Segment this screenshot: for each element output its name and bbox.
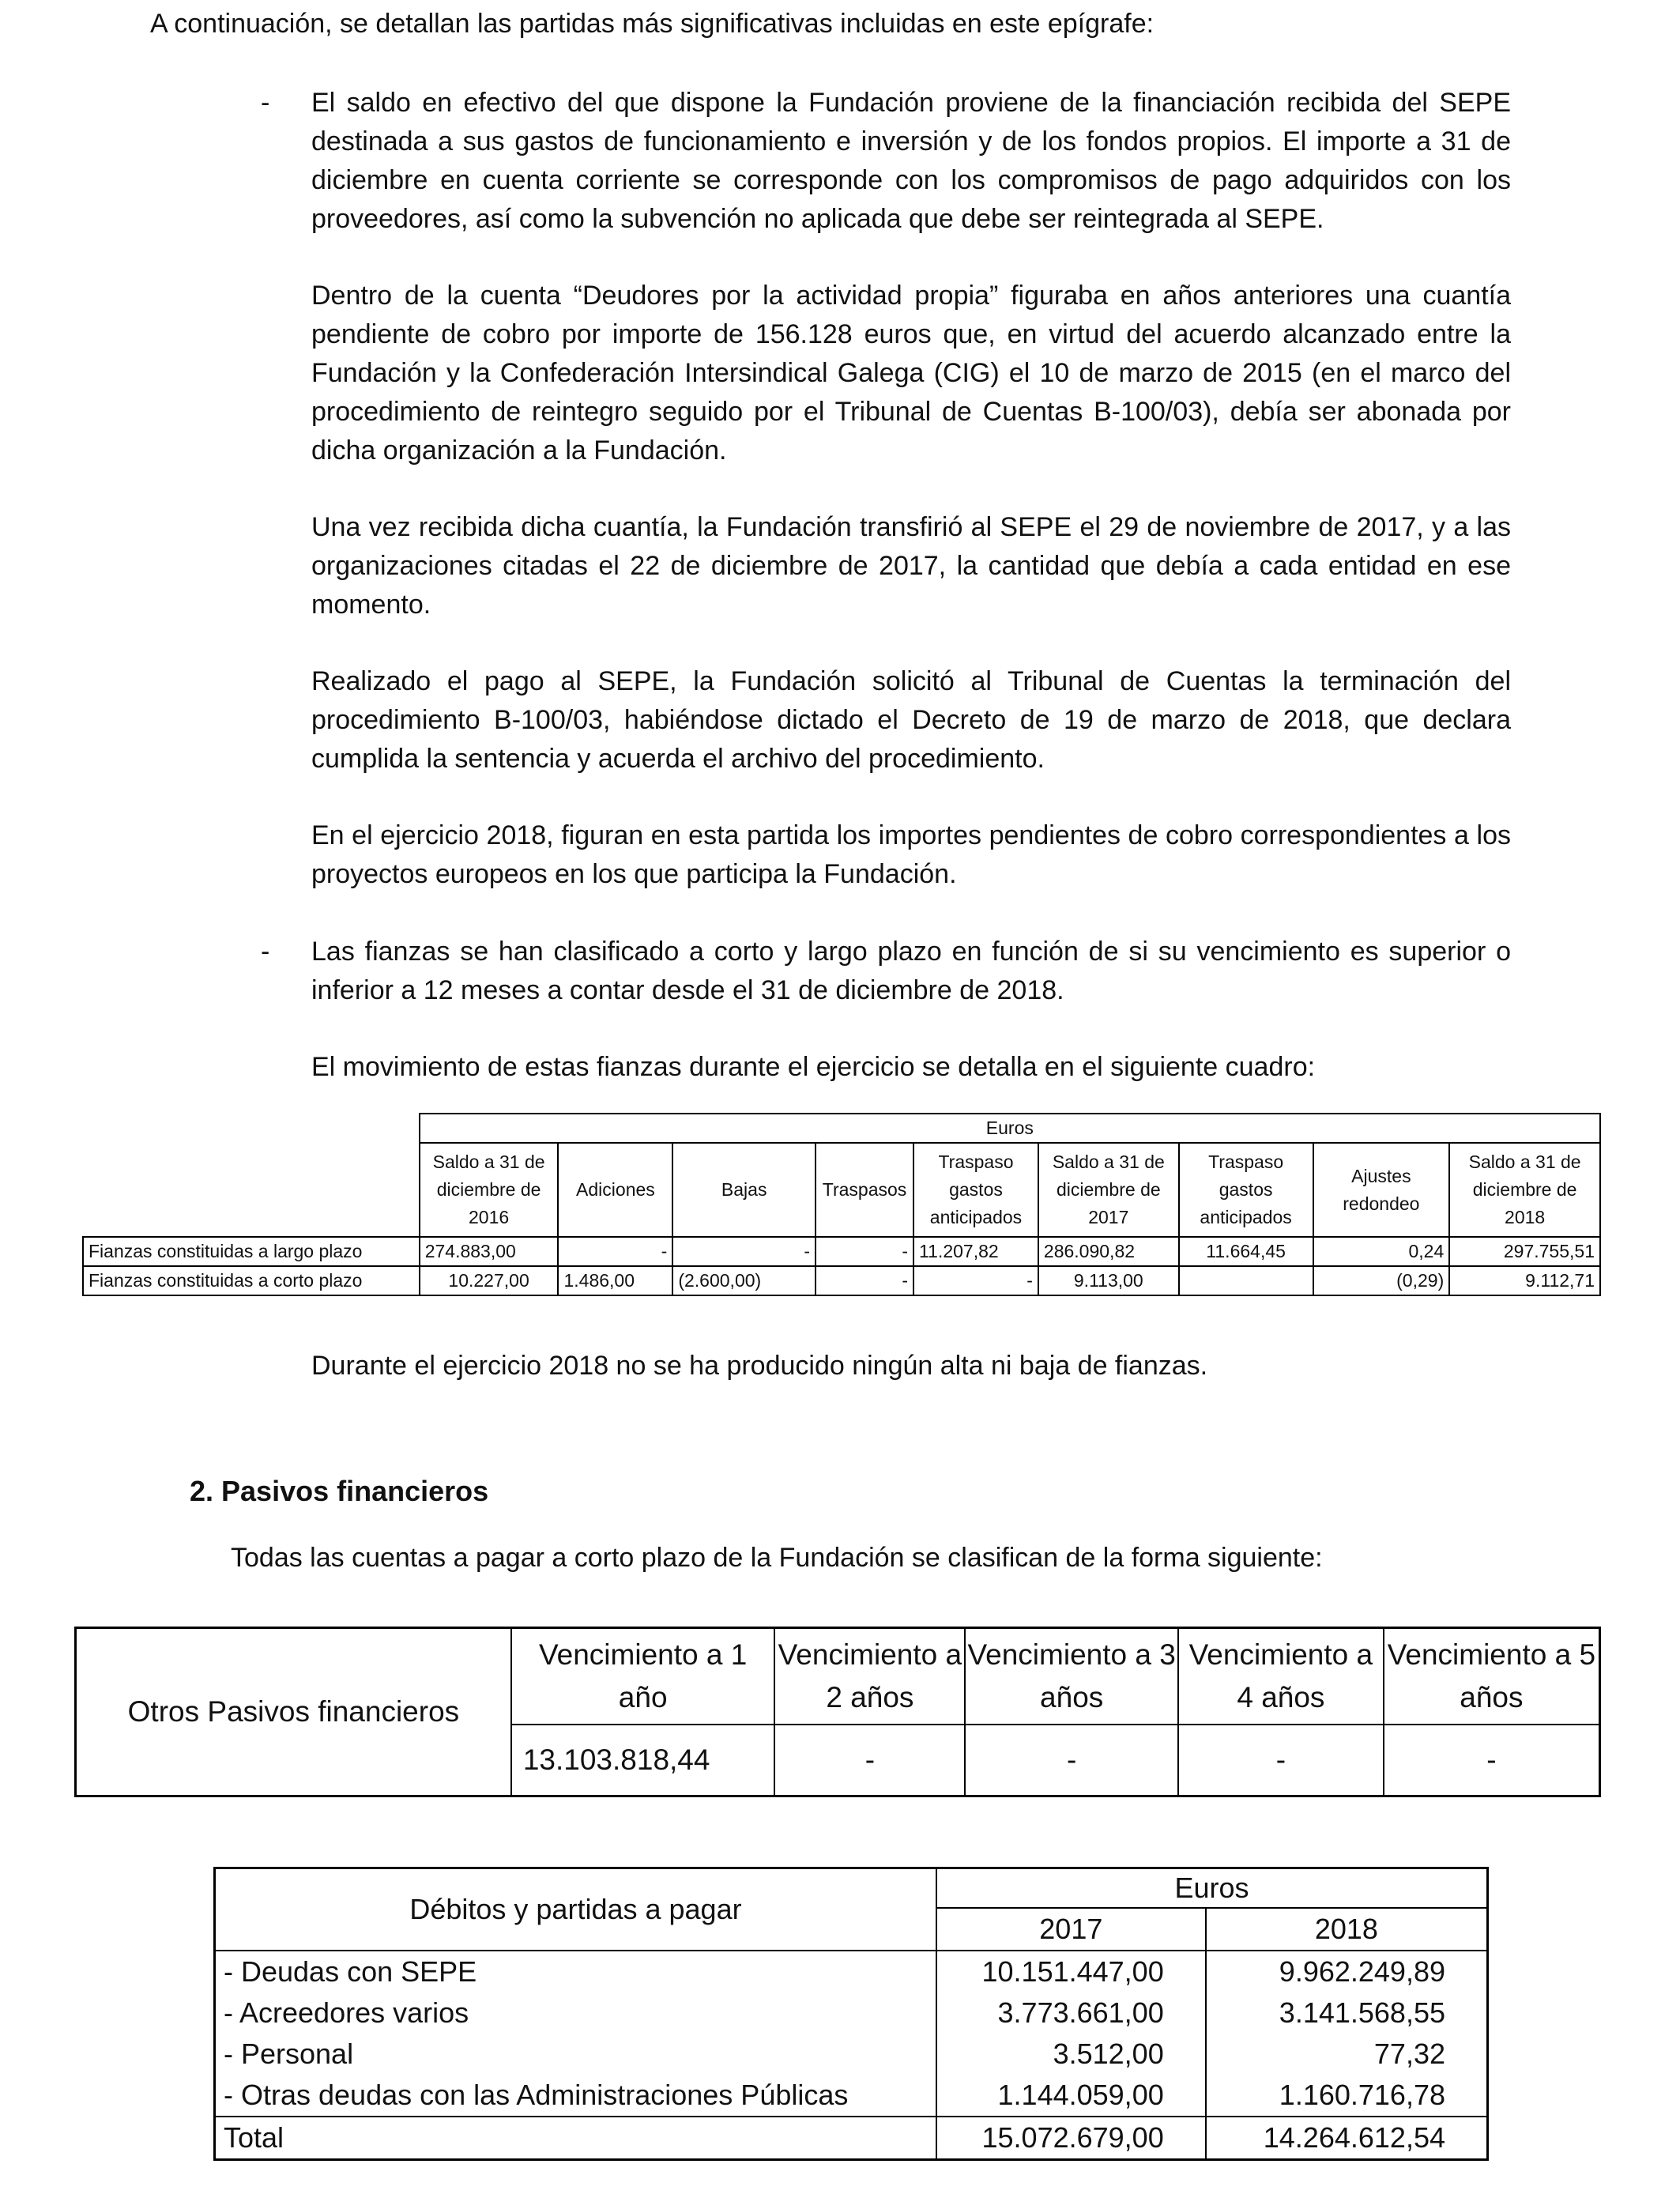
paragraph-fianzas: Las fianzas se han clasificado a corto y largo plazo en función de si su vencimiento es superior o inferior a 12 meses a contar desde el 31 de diciembre de 2018.: [311, 937, 1511, 1005]
paragraph-transferencia: Una vez recibida dicha cuantía, la Fundación transfirió al SEPE el 29 de noviembre de 2017, y a las organizaciones citadas el 22 de diciembre de 2017, la cantidad que debía a cada entidad en ese momento.: [311, 512, 1511, 620]
table-cell: -: [1178, 1725, 1384, 1796]
vencimientos-table: [74, 1627, 1601, 1797]
table-title: Débitos y partidas a pagar: [215, 1868, 936, 1951]
table-cell: 10.227,00: [420, 1266, 559, 1295]
table-cell: -: [816, 1266, 913, 1295]
table-cell: -: [774, 1725, 965, 1796]
total-row: [215, 2117, 1488, 2160]
row-label: - Personal: [215, 2034, 936, 2075]
table-cell: 3.512,00: [936, 2034, 1206, 2075]
table-cell: -: [913, 1266, 1038, 1295]
table-row: [83, 1237, 1600, 1266]
column-header: Saldo a 31 de diciembre de 2016: [420, 1143, 559, 1237]
table-cell: -: [965, 1725, 1178, 1796]
table-cell: 77,32: [1206, 2034, 1488, 2075]
column-header: Traspaso gastos anticipados: [1179, 1143, 1313, 1237]
paragraph-deudores: Dentro de la cuenta “Deudores por la actividad propia” figuraba en años anteriores una cuantía pendiente de cobro por importe de 156.128 euros que, en virtud del acuerdo alcanzado entre la Fundación y la Confederación Intersindical Galega (CIG) el 10 de marzo de 2015 (en el marco del procedimiento de reintegro seguido por el Tribunal de Cuentas B-100/03), debía ser abonada por dicha organización a la Fundación.: [311, 281, 1511, 466]
table-cell: 9.112,71: [1449, 1266, 1600, 1295]
table-cell: -: [672, 1237, 816, 1266]
column-header: Vencimiento a 1 año: [511, 1628, 775, 1725]
paragraph-pago-sepe: Realizado el pago al SEPE, la Fundación solicitó al Tribunal de Cuentas la terminación del procedimiento B-100/03, habiéndose dictado el Decreto de 19 de marzo de 2018, que declara cumplida la sentencia y acuerda el archivo del procedimiento.: [311, 666, 1511, 774]
column-header: Vencimiento a 2 años: [774, 1628, 965, 1725]
table-cell: 10.151.447,00: [936, 1951, 1206, 1992]
table-cell: 3.141.568,55: [1206, 1992, 1488, 2034]
total-label: Total: [215, 2117, 936, 2160]
paragraph-movimiento: El movimiento de estas fianzas durante el ejercicio se detalla en el siguiente cuadro:: [311, 1052, 1316, 1082]
table-row: [215, 2075, 1488, 2117]
table-cell: 286.090,82: [1038, 1237, 1179, 1266]
table-cell: 274.883,00: [420, 1237, 559, 1266]
column-header: Saldo a 31 de diciembre de 2017: [1038, 1143, 1179, 1237]
table-cell: (2.600,00): [672, 1266, 816, 1295]
row-label: Fianzas constituidas a corto plazo: [83, 1266, 420, 1295]
bullet-dash: -: [261, 88, 270, 118]
units-header: Euros: [420, 1114, 1600, 1143]
column-header: Traspaso gastos anticipados: [913, 1143, 1038, 1237]
row-label: - Otras deudas con las Administraciones Públicas: [215, 2075, 936, 2117]
table-cell: 11.664,45: [1179, 1237, 1313, 1266]
table-cell: 1.144.059,00: [936, 2075, 1206, 2117]
empty-corner: [83, 1143, 420, 1237]
column-header: Vencimiento a 4 años: [1178, 1628, 1384, 1725]
table-cell: 11.207,82: [913, 1237, 1038, 1266]
table-cell: (0,29): [1313, 1266, 1450, 1295]
fianzas-table: [82, 1113, 1601, 1296]
column-header: Adiciones: [558, 1143, 672, 1237]
column-header-2017: 2017: [936, 1908, 1206, 1951]
table-cell: -: [558, 1237, 672, 1266]
table-cell: -: [816, 1237, 913, 1266]
table-cell: 9.962.249,89: [1206, 1951, 1488, 1992]
row-label: - Acreedores varios: [215, 1992, 936, 2034]
table-cell: 1.486,00: [558, 1266, 672, 1295]
column-header: Ajustes redondeo: [1313, 1143, 1450, 1237]
bullet-dash: -: [261, 937, 270, 967]
row-label: - Deudas con SEPE: [215, 1951, 936, 1992]
table-row: [215, 1951, 1488, 1992]
table-cell: 1.160.716,78: [1206, 2075, 1488, 2117]
column-header: Saldo a 31 de diciembre de 2018: [1449, 1143, 1600, 1237]
column-header: Traspasos: [816, 1143, 913, 1237]
section-heading: 2. Pasivos financieros: [190, 1475, 489, 1507]
paragraph-altas-bajas: Durante el ejercicio 2018 no se ha producido ningún alta ni baja de fianzas.: [311, 1351, 1208, 1381]
table-row: [215, 2034, 1488, 2075]
column-header: Vencimiento a 5 años: [1384, 1628, 1600, 1725]
column-header: Vencimiento a 3 años: [965, 1628, 1178, 1725]
table-cell: 3.773.661,00: [936, 1992, 1206, 2034]
table-cell: 13.103.818,44: [511, 1725, 775, 1796]
units-header: Euros: [936, 1868, 1488, 1909]
intro-text: A continuación, se detallan las partidas más significativas incluidas en este epígrafe:: [150, 9, 1155, 39]
paragraph-efectivo: El saldo en efectivo del que dispone la Fundación proviene de la financiación recibida del SEPE destinada a sus gastos de funcionamiento e inversión y de los fondos propios. El importe a 31 de diciembre en cuenta corriente se corresponde con los compromisos de pago adquiridos con los proveedores, así como la subvención no aplicada que debe ser reintegrada al SEPE.: [311, 88, 1511, 234]
table-row: [215, 1992, 1488, 2034]
row-label: Otros Pasivos financieros: [76, 1628, 511, 1796]
total-cell: 15.072.679,00: [936, 2117, 1206, 2160]
table-row: [83, 1266, 1600, 1295]
table-cell: -: [1384, 1725, 1600, 1796]
row-label: Fianzas constituidas a largo plazo: [83, 1237, 420, 1266]
table-cell: [1179, 1266, 1313, 1295]
column-header: Bajas: [672, 1143, 816, 1237]
total-cell: 14.264.612,54: [1206, 2117, 1488, 2160]
table-cell: 0,24: [1313, 1237, 1450, 1266]
empty-corner: [83, 1114, 420, 1143]
column-header-2018: 2018: [1206, 1908, 1488, 1951]
table-cell: 9.113,00: [1038, 1266, 1179, 1295]
table-cell: 297.755,51: [1449, 1237, 1600, 1266]
paragraph-cuentas-pagar: Todas las cuentas a pagar a corto plazo de la Fundación se clasifican de la forma siguiente:: [231, 1543, 1323, 1573]
debitos-table: [213, 1867, 1489, 2161]
paragraph-ejercicio-2018: En el ejercicio 2018, figuran en esta partida los importes pendientes de cobro correspondientes a los proyectos europeos en los que participa la Fundación.: [311, 820, 1511, 889]
